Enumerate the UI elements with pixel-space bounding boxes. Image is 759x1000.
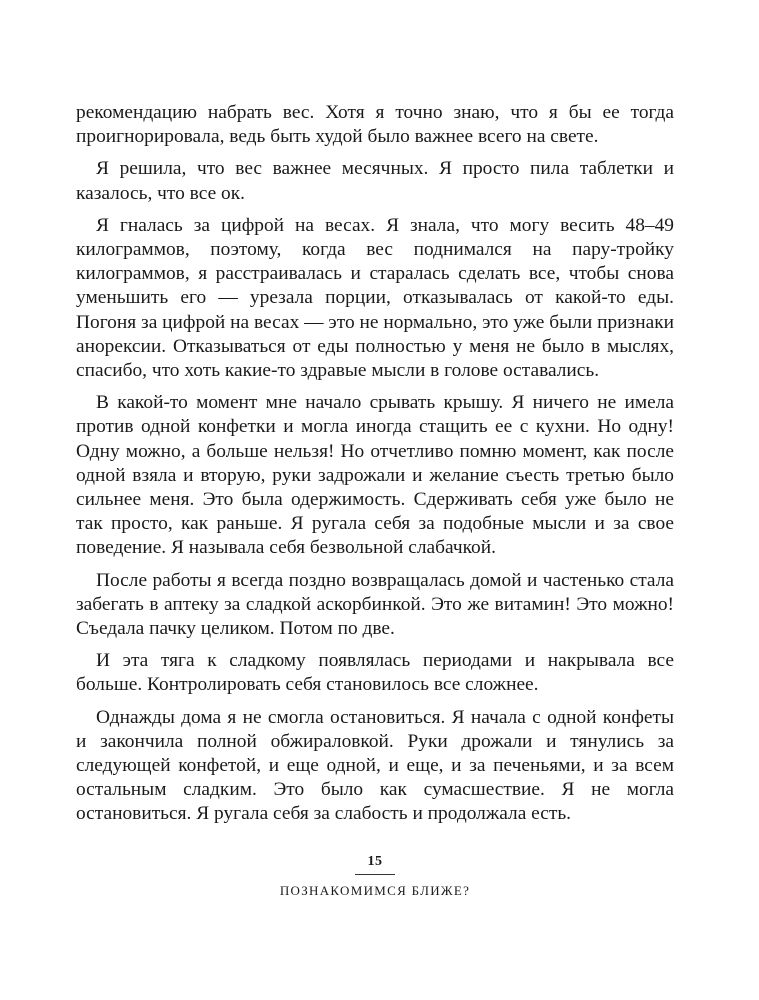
page-body	[76, 101, 674, 827]
paragraph-2: Я решила, что вес важнее месячных. Я просто пила таблетки и казалось, что все ок.	[76, 158, 674, 204]
paragraph-6: И эта тяга к сладкому появлялась периодами и накрывала все больше. Контролировать себя становилось все сложнее.	[76, 650, 674, 696]
paragraph-5: После работы я всегда поздно возвращалась домой и частенько стала забегать в аптеку за сладкой аскорбинкой. Это же витамин! Это можно! Съедала пачку целиком. Потом по две.	[76, 569, 674, 640]
page-number: 15	[367, 854, 383, 869]
page-footer	[76, 853, 674, 899]
paragraph-7: Однажды дома я не смогла остановиться. Я начала с одной конфеты и закончила полной обжираловкой. Руки дрожали и тянулись за следующей конфетой, и еще одной, и еще, и за печеньями, и за всем остальным сладким. Это было как сумасшествие. Я не могла остановиться. Я ругала себя за слабость и продолжала есть.	[76, 706, 674, 825]
paragraph-1: рекомендацию набрать вес. Хотя я точно знаю, что я бы ее тогда проигнорировала, ведь быть худой было важнее всего на свете.	[76, 102, 674, 148]
footer-divider	[355, 874, 395, 875]
paragraph-3: Я гналась за цифрой на весах. Я знала, что могу весить 48–49 килограммов, поэтому, когда вес поднимался на пару-тройку килограммов, я расстраивалась и старалась сделать все, чтобы снова уменьшить его — урезала порции, отказывалась от какой-то еды. Погоня за цифрой на весах — это не нормально, это уже были признаки анорексии. Отказываться от еды полностью у меня не было в мыслях, спасибо, что хоть какие-то здравые мысли в голове оставались.	[76, 214, 674, 382]
running-title: ПОЗНАКОМИМСЯ БЛИЖЕ?	[279, 883, 471, 898]
paragraph-4: В какой-то момент мне начало срывать крышу. Я ничего не имела против одной конфетки и могла иногда стащить ее с кухни. Но одну! Одну можно, а больше нельзя! Но отчетливо помню момент, как после одной взяла и вторую, руки задрожали и желание съесть третью было сильнее меня. Это была одержимость. Сдерживать себя уже было не так просто, как раньше. Я ругала себя за подобные мысли и за свое поведение. Я называла себя безвольной слабачкой.	[76, 392, 674, 559]
